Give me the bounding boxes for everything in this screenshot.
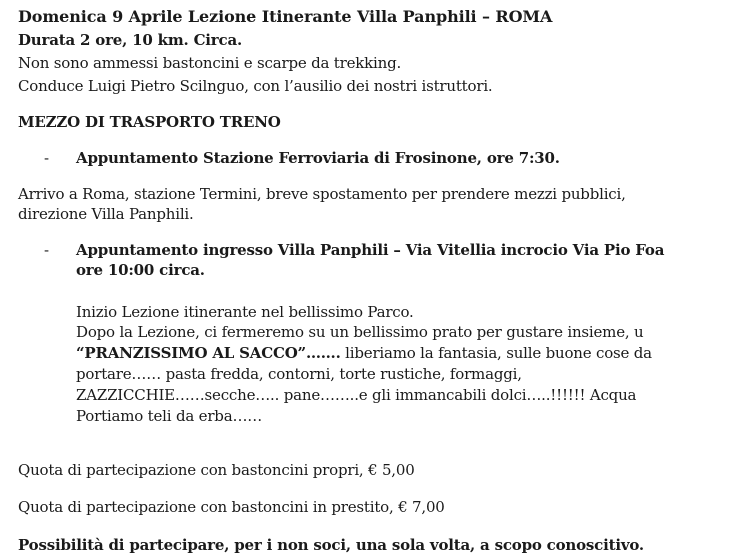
program-line-2: Dopo la Lezione, ci fermeremo su un bellissimo prato per gustare insieme, u xyxy=(76,323,644,341)
lunch-highlight: “PRANZISSIMO AL SACCO”……. xyxy=(76,344,341,362)
transport-heading: MEZZO DI TRASPORTO TRENO xyxy=(18,113,281,131)
arrival-line-1: Arrivo a Roma, stazione Termini, breve spostamento per prendere mezzi pubblici, xyxy=(18,185,626,203)
meeting-villa-line-1: Appuntamento ingresso Villa Panphili – Via Vitellia incrocio Via Pio Foa xyxy=(76,241,665,259)
program-line-1: Inizio Lezione itinerante nel bellissimo Parco. xyxy=(76,303,414,321)
event-note-equipment: Non sono ammessi bastoncini e scarpe da trekking. xyxy=(18,54,402,72)
event-duration: Durata 2 ore, 10 km. Circa. xyxy=(18,31,242,49)
event-note-leader: Conduce Luigi Pietro Scilnguo, con l’ausilio dei nostri istruttori. xyxy=(18,77,493,95)
program-line-3 xyxy=(76,343,652,363)
bullet-dash: - xyxy=(44,241,50,259)
meeting-frosinone: Appuntamento Stazione Ferroviaria di Frosinone, ore 7:30. xyxy=(76,149,560,167)
event-title: Domenica 9 Aprile Lezione Itinerante Villa Panphili – ROMA xyxy=(18,7,553,26)
program-line-3-rest: liberiamo la fantasia, sulle buone cose da xyxy=(340,344,652,362)
fee-loan-poles: Quota di partecipazione con bastoncini in prestito, € 7,00 xyxy=(18,498,445,516)
fee-own-poles: Quota di partecipazione con bastoncini propri, € 5,00 xyxy=(18,461,415,479)
bullet-dash: - xyxy=(44,149,50,167)
non-members-note: Possibilità di partecipare, per i non soci, una sola volta, a scopo conoscitivo. xyxy=(18,536,644,554)
program-line-5: ZAZZICCHIE……secche….. pane……..e gli immancabili dolci…..!!!!!! Acqua xyxy=(76,386,637,404)
meeting-villa-line-2: ore 10:00 circa. xyxy=(76,261,205,279)
program-line-4: portare…… pasta fredda, contorni, torte rustiche, formaggi, xyxy=(76,365,522,383)
arrival-line-2: direzione Villa Panphili. xyxy=(18,205,194,223)
program-line-6: Portiamo teli da erba…… xyxy=(76,407,263,425)
